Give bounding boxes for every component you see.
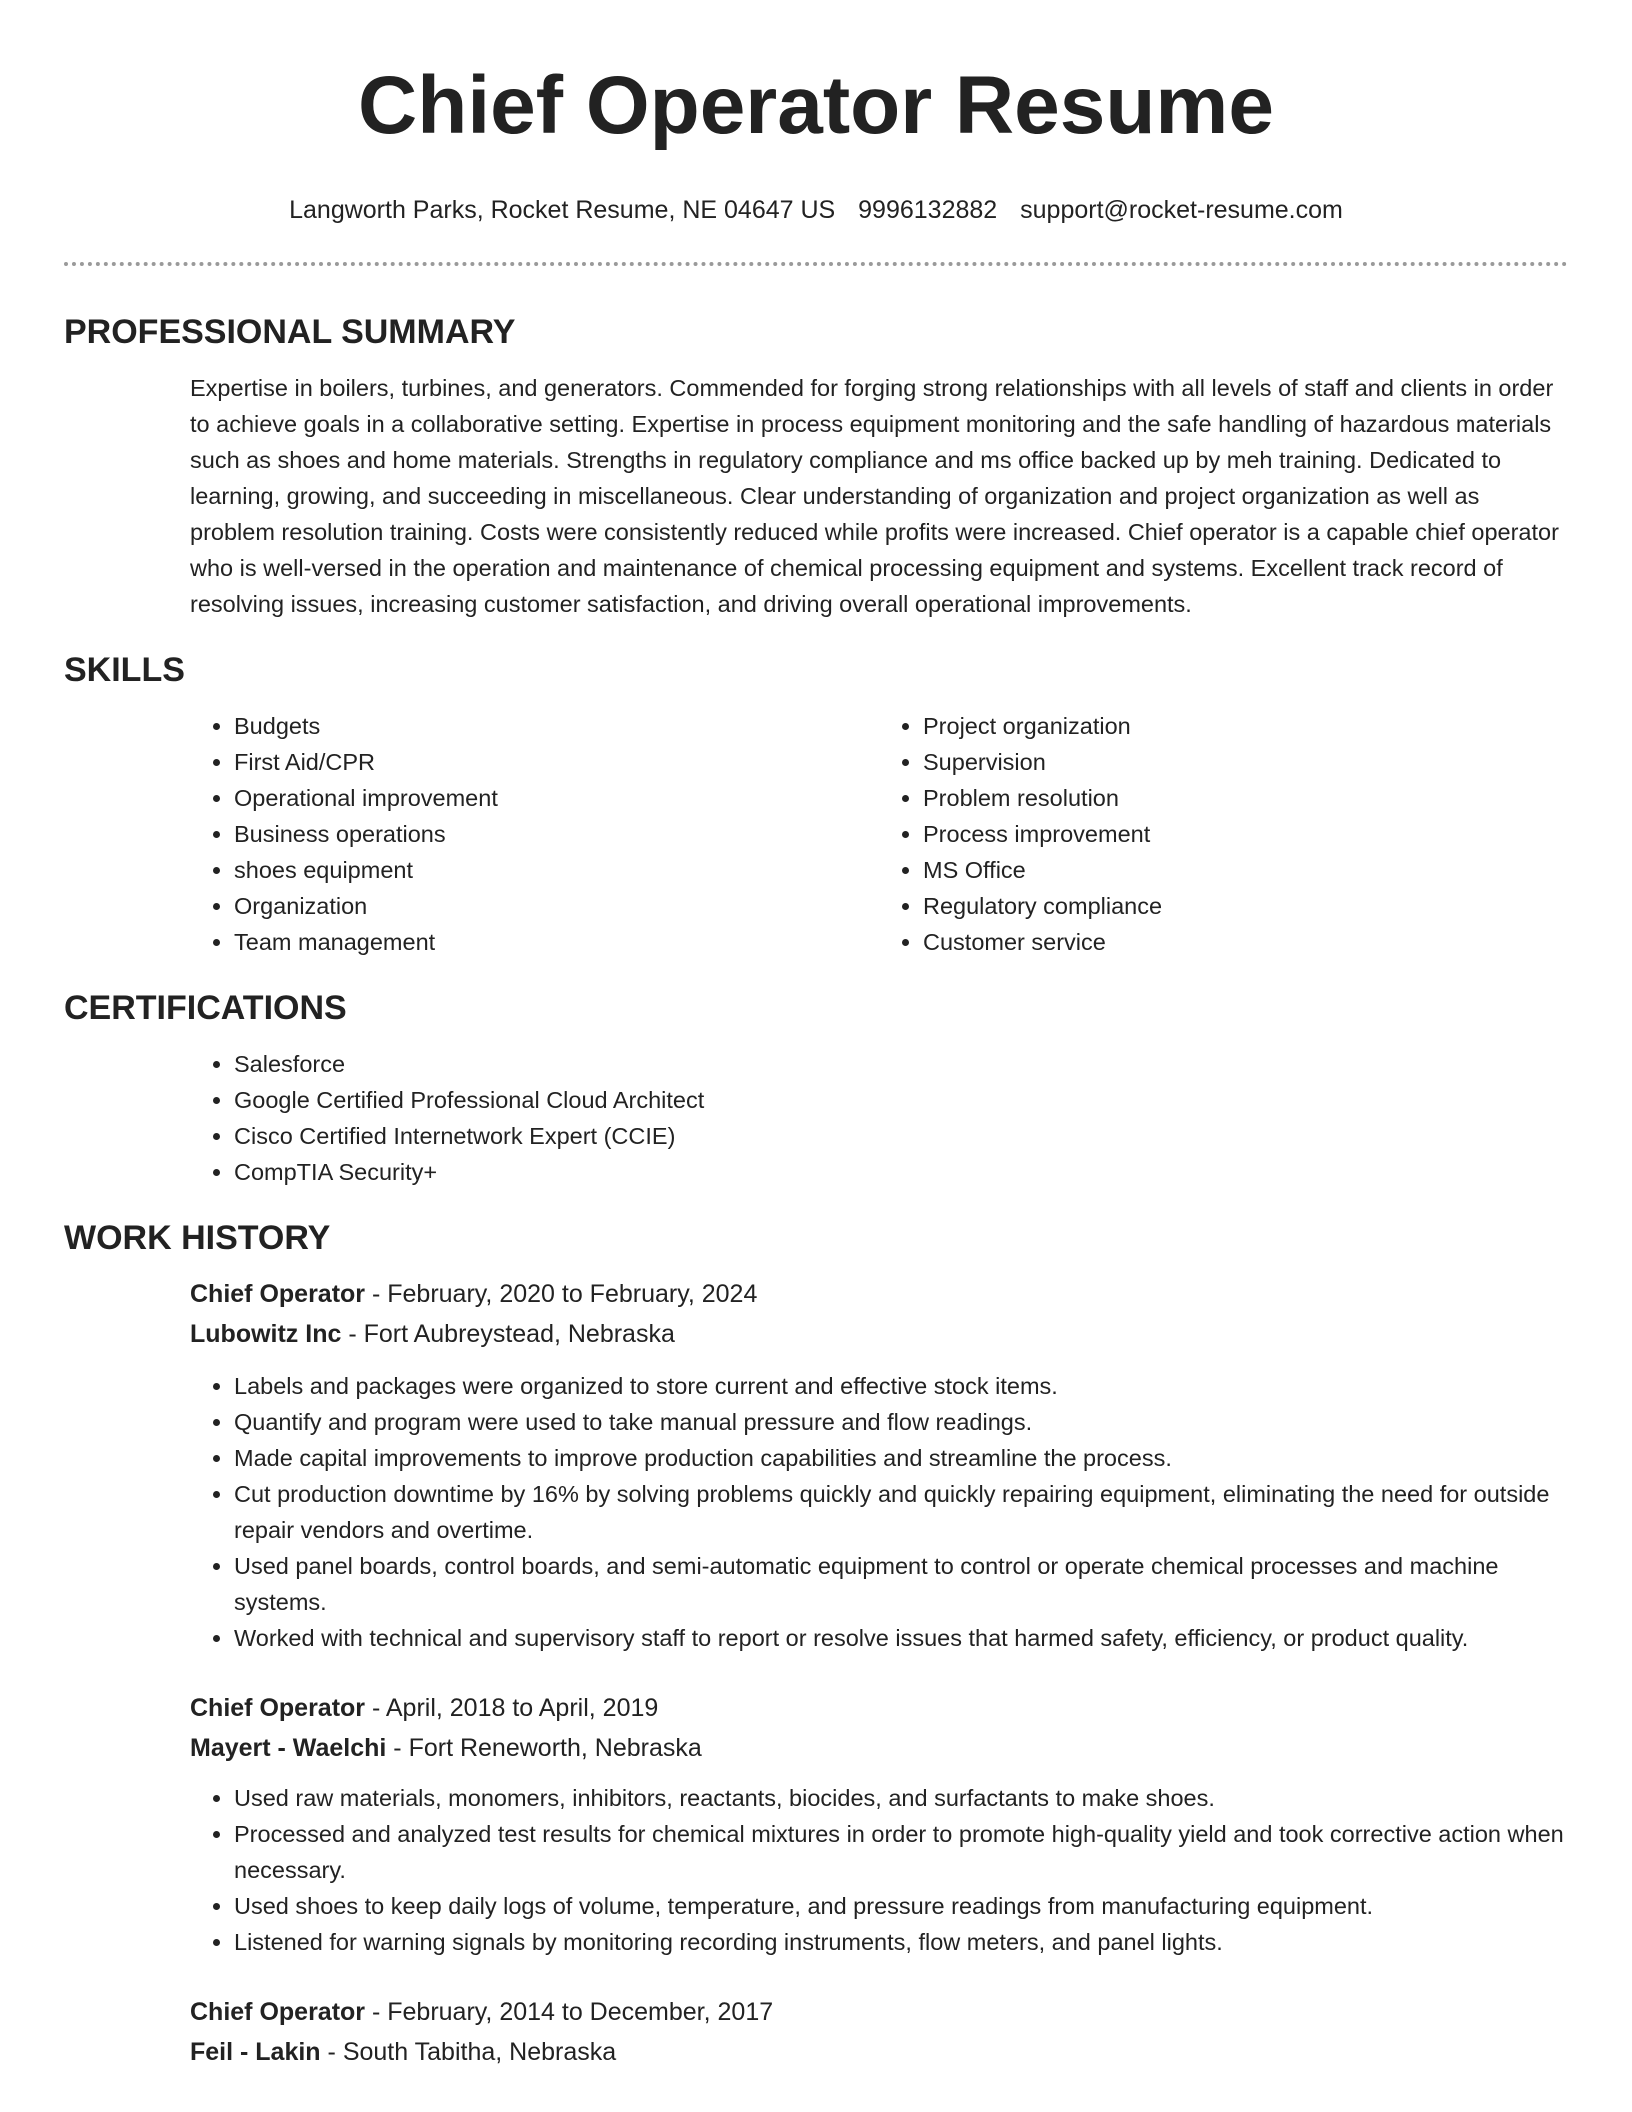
skill-item: • Supervision — [923, 744, 1568, 780]
job-entry — [190, 1688, 1568, 1960]
job-company: Feil - Lakin — [190, 2038, 321, 2066]
job-duty: • Processed and analyzed test results for chemical mixtures in order to promote high-quality yield and took corrective action when necessary. — [234, 1816, 1568, 1888]
job-duty: • Cut production downtime by 16% by solving problems quickly and quickly repairing equipment, eliminating the need for outside repair vendors and overtime. — [234, 1476, 1568, 1548]
job-dates: April, 2018 to April, 2019 — [385, 1694, 659, 1722]
job-location: Fort Reneworth, Nebraska — [408, 1734, 702, 1762]
certifications-body — [190, 1046, 1568, 1190]
summary-section — [64, 310, 1568, 622]
header-divider — [64, 262, 1568, 266]
skills-list-right — [879, 708, 1568, 960]
certifications-section — [64, 986, 1568, 1190]
certification-item: • Cisco Certified Internetwork Expert (CCIE) — [234, 1118, 1568, 1154]
job-duty: • Listened for warning signals by monitoring recording instruments, flow meters, and panel lights. — [234, 1924, 1568, 1960]
skill-item: • MS Office — [923, 852, 1568, 888]
job-company-line: Lubowitz Inc - Fort Aubreystead, Nebraska — [190, 1320, 675, 1348]
skill-item: • Business operations — [234, 816, 879, 852]
resume-header — [0, 0, 1632, 226]
skills-heading: SKILLS — [64, 651, 185, 689]
skill-item: • Project organization — [923, 708, 1568, 744]
skill-item: • First Aid/CPR — [234, 744, 879, 780]
job-duty: • Made capital improvements to improve production capabilities and streamline the process. — [234, 1440, 1568, 1476]
certification-item: • Google Certified Professional Cloud Architect — [234, 1082, 1568, 1118]
job-duty: • Worked with technical and supervisory staff to report or resolve issues that harmed safety, efficiency, or product quality. — [234, 1620, 1568, 1656]
certifications-heading: CERTIFICATIONS — [64, 989, 347, 1027]
contact-email: support@rocket-resume.com — [1020, 196, 1343, 224]
skills-grid — [190, 692, 1568, 960]
job-entry — [190, 1274, 1568, 1656]
job-title: Chief Operator — [190, 1280, 366, 1308]
skill-item: • Customer service — [923, 924, 1568, 960]
work-history-section — [64, 1216, 1568, 2072]
job-dates: February, 2020 to February, 2024 — [387, 1280, 758, 1308]
summary-text: Expertise in boilers, turbines, and generators. Commended for forging strong relationships with all levels of staff and clients in order to achieve goals in a collaborative setting. Expertise in process equipment monitoring and the safe handling of hazardous materials such as shoes and home materials. Strengths in regulatory compliance and ms office backed up by meh training. Dedicated to learning, growing, and succeeding in miscellaneous. Clear understanding of organization and project organization as well as problem resolution training. Costs were consistently reduced while profits were increased. Chief operator is a capable chief operator who is well-versed in the operation and maintenance of chemical processing equipment and systems. Excellent track record of resolving issues, increasing customer satisfaction, and driving overall operational improvements. — [190, 375, 1559, 617]
job-company: Lubowitz Inc — [190, 1320, 342, 1348]
job-location: South Tabitha, Nebraska — [342, 2038, 617, 2066]
job-company: Mayert - Waelchi — [190, 1734, 387, 1762]
job-title-line: Chief Operator - February, 2020 to February, 2024 — [190, 1280, 758, 1308]
work-history-body — [190, 1274, 1568, 2072]
certification-item: • Salesforce — [234, 1046, 1568, 1082]
job-duty: • Used shoes to keep daily logs of volume, temperature, and pressure readings from manufacturing equipment. — [234, 1888, 1568, 1924]
job-duty: • Used panel boards, control boards, and semi-automatic equipment to control or operate chemical processes and machine systems. — [234, 1548, 1568, 1620]
skill-item: • Problem resolution — [923, 780, 1568, 816]
skill-item: • Operational improvement — [234, 780, 879, 816]
contact-address: Langworth Parks, Rocket Resume, NE 04647 US — [289, 196, 836, 224]
contact-line — [0, 194, 1632, 226]
skill-item: • Budgets — [234, 708, 879, 744]
skill-item: • shoes equipment — [234, 852, 879, 888]
skills-section — [64, 648, 1568, 960]
job-dates: February, 2014 to December, 2017 — [387, 1998, 774, 2026]
job-duty: • Used raw materials, monomers, inhibitors, reactants, biocides, and surfactants to make shoes. — [234, 1780, 1568, 1816]
job-duties — [190, 1368, 1568, 1656]
contact-phone: 9996132882 — [858, 196, 998, 224]
skill-item: • Team management — [234, 924, 879, 960]
summary-heading: PROFESSIONAL SUMMARY — [64, 313, 516, 351]
job-company-line: Feil - Lakin - South Tabitha, Nebraska — [190, 2038, 617, 2066]
certifications-list — [190, 1046, 1568, 1190]
summary-body — [190, 370, 1568, 622]
job-company-line: Mayert - Waelchi - Fort Reneworth, Nebraska — [190, 1734, 702, 1762]
skill-item: • Regulatory compliance — [923, 888, 1568, 924]
certification-item: • CompTIA Security+ — [234, 1154, 1568, 1190]
job-title-line: Chief Operator - April, 2018 to April, 2019 — [190, 1694, 659, 1722]
page-title: Chief Operator Resume — [358, 60, 1274, 151]
skills-list-left — [190, 708, 879, 960]
job-title: Chief Operator — [190, 1694, 366, 1722]
job-location: Fort Aubreystead, Nebraska — [363, 1320, 675, 1348]
job-duty: • Labels and packages were organized to store current and effective stock items. — [234, 1368, 1568, 1404]
work-history-heading: WORK HISTORY — [64, 1219, 331, 1257]
job-title: Chief Operator — [190, 1998, 366, 2026]
job-entry — [190, 1992, 1568, 2072]
skill-item: • Process improvement — [923, 816, 1568, 852]
skill-item: • Organization — [234, 888, 879, 924]
job-duty: • Quantify and program were used to take manual pressure and flow readings. — [234, 1404, 1568, 1440]
job-title-line: Chief Operator - February, 2014 to December, 2017 — [190, 1998, 774, 2026]
job-duties — [190, 1780, 1568, 1960]
